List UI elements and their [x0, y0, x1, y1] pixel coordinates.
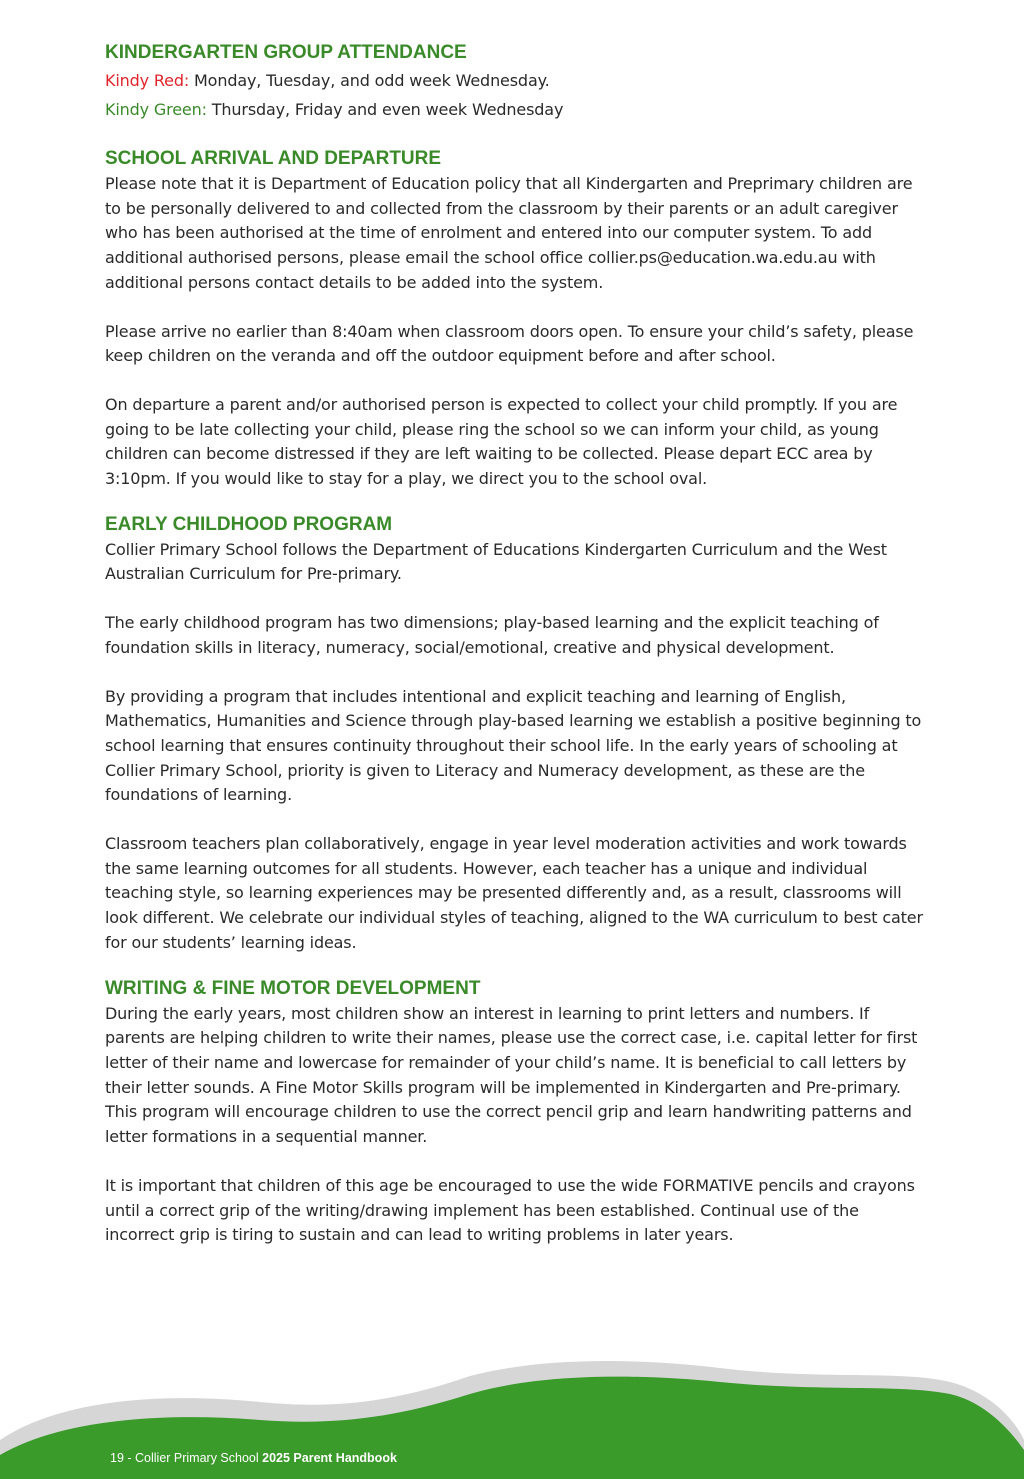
kindy-green-line — [105, 95, 925, 124]
writing-heading: WRITING & FINE MOTOR DEVELOPMENT — [105, 977, 481, 999]
program-paragraph-4: Classroom teachers plan collaboratively, engage in year level moderation activities and work towards the same learning outcomes for all students. However, each teacher has a unique and individual teaching style, so learning experiences may be presented differently and, as a result, classrooms will look different. We celebrate our individual styles of teaching, aligned to the WA curriculum to best cater for our students’ learning ideas. — [105, 834, 923, 952]
program-heading: EARLY CHILDHOOD PROGRAM — [105, 513, 393, 535]
writing-paragraph-2: It is important that children of this age be encouraged to use the wide FORMATIVE pencils and crayons until a correct grip of the writing/drawing implement has been established. Continual use of the incorrect grip is tiring to sustain and can lead to writing problems in later years. — [105, 1175, 915, 1245]
kindy-green-label: Kindy Green: — [105, 100, 207, 119]
footer-handbook-title: 2025 Parent Handbook — [262, 1451, 397, 1465]
program-paragraph-1: Collier Primary School follows the Department of Educations Kindergarten Curriculum and the West Australian Curriculum for Pre-primary. — [105, 539, 887, 584]
arrival-paragraph-1: Please note that it is Department of Education policy that all Kindergarten and Preprimary children are to be personally delivered to and collected from the classroom by their parents or an adult caregiver who has been authorised at the time of enrolment and entered into our computer system. To add additional authorised persons, please email the school office collier.ps@education.wa.edu.au with additional persons contact details to be added into the system. — [105, 174, 913, 292]
writing-paragraph-1: During the early years, most children show an interest in learning to print letters and numbers. If parents are helping children to write their names, please use the correct case, i.e. capital letter for first letter of their name and lowercase for remainder of your child’s name. It is beneficial to call letters by their letter sounds. A Fine Motor Skills program will be implemented in Kindergarten and Pre-primary. This program will encourage children to use the correct pencil grip and learn handwriting patterns and letter formations in a sequential manner. — [105, 1003, 918, 1147]
program-paragraph-2: The early childhood program has two dimensions; play-based learning and the explicit teaching of foundation skills in literacy, numeracy, social/emotional, creative and physical development. — [105, 613, 879, 657]
program-paragraph-3: By providing a program that includes intentional and explicit teaching and learning of English, Mathematics, Humanities and Science through play-based learning we establish a positive beginning to school learning that ensures continuity throughout their school life. In the early years of schooling at Collier Primary School, priority is given to Literacy and Numeracy development, as these are the foundations of learning. — [105, 686, 922, 805]
kindy-red-days: Monday, Tuesday, and odd week Wednesday. — [189, 71, 550, 90]
page-content — [105, 40, 925, 1248]
arrival-paragraph-3: On departure a parent and/or authorised person is expected to collect your child promptly. If you are going to be late collecting your child, please ring the school so we can inform your child, as young children can become distressed if they are left waiting to be collected. Please depart ECC area by 3:10pm. If you would like to stay for a play, we direct you to the school oval. — [105, 394, 898, 489]
arrival-heading: SCHOOL ARRIVAL AND DEPARTURE — [105, 148, 442, 169]
kindy-red-line — [105, 66, 925, 95]
arrival-paragraph-2: Please arrive no earlier than 8:40am when classroom doors open. To ensure your child’s safety, please keep children on the veranda and off the outdoor equipment before and after school. — [105, 321, 914, 366]
kindy-green-days: Thursday, Friday and even week Wednesday — [206, 100, 564, 119]
footer-page-prefix: 19 - Collier Primary School — [110, 1451, 263, 1465]
footer-caption — [110, 1451, 397, 1465]
attendance-heading: KINDERGARTEN GROUP ATTENDANCE — [105, 42, 467, 63]
kindy-red-label: Kindy Red: — [105, 71, 190, 90]
